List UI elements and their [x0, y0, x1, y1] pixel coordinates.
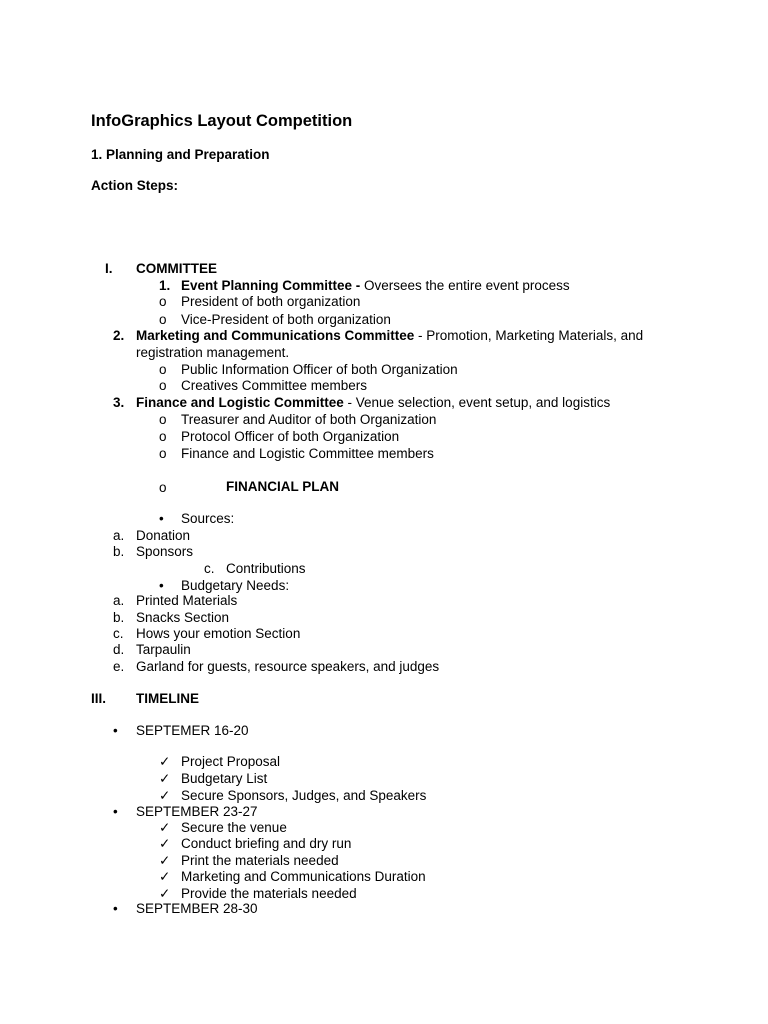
roman-numeral-marker: I. [105, 261, 113, 276]
checkmark-icon: ✓ [159, 853, 171, 868]
committee-item [136, 394, 610, 411]
timeline-task: Print the materials needed [181, 853, 339, 868]
list-marker: c. [204, 561, 215, 576]
timeline-task: Provide the materials needed [181, 886, 357, 901]
timeline-task: Marketing and Communications Duration [181, 869, 426, 884]
sources-label: Sources: [181, 511, 235, 526]
checkmark-icon: ✓ [159, 754, 171, 769]
list-marker: a. [113, 528, 125, 543]
committee-description: Oversees the entire event process [360, 278, 570, 293]
list-number: 2. [113, 328, 125, 343]
list-marker: a. [113, 593, 125, 608]
timeline-period: SEPTEMBER 28-30 [136, 901, 258, 916]
sub-bullet: o [159, 362, 167, 377]
list-marker: b. [113, 544, 125, 559]
checkmark-icon: ✓ [159, 771, 171, 786]
sub-bullet: o [159, 412, 167, 427]
timeline-task: Secure the venue [181, 820, 287, 835]
list-number: 1. [159, 278, 171, 293]
financial-plan-heading: FINANCIAL PLAN [226, 479, 339, 494]
committee-member: Vice-President of both organization [181, 312, 391, 327]
sub-bullet: o [159, 429, 167, 444]
timeline-task: Budgetary List [181, 771, 268, 786]
budget-item: Hows your emotion Section [136, 626, 301, 641]
committee-member: President of both organization [181, 294, 361, 309]
checkmark-icon: ✓ [159, 869, 171, 884]
list-number: 3. [113, 395, 125, 410]
checkmark-icon: ✓ [159, 788, 171, 803]
committee-member: Public Information Officer of both Organization [181, 362, 458, 377]
committee-member: Creatives Committee members [181, 378, 368, 393]
source-item: Donation [136, 528, 191, 543]
sub-bullet: o [159, 312, 167, 327]
committee-name: Finance and Logistic Committee [136, 395, 344, 410]
checkmark-icon: ✓ [159, 886, 171, 901]
sub-bullet: o [159, 480, 167, 495]
checkmark-icon: ✓ [159, 836, 171, 851]
source-item: Contributions [226, 561, 306, 576]
committee-item [136, 327, 643, 344]
document-title: InfoGraphics Layout Competition [91, 112, 353, 130]
committee-description: - Venue selection, event setup, and logistics [343, 395, 611, 410]
budget-item: Tarpaulin [136, 642, 191, 657]
source-item: Sponsors [136, 544, 194, 559]
committee-member: Protocol Officer of both Organization [181, 429, 400, 444]
list-marker: d. [113, 642, 125, 657]
list-marker: c. [113, 626, 124, 641]
bullet-icon: • [159, 578, 164, 593]
sub-bullet: o [159, 378, 167, 393]
timeline-period: SEPTEMBER 23-27 [136, 804, 258, 819]
committee-member: Finance and Logistic Committee members [181, 446, 434, 461]
list-marker: b. [113, 610, 125, 625]
committee-description-continued: registration management. [136, 345, 290, 360]
timeline-task: Conduct briefing and dry run [181, 836, 352, 851]
bullet-icon: • [113, 723, 118, 738]
budget-item: Garland for guests, resource speakers, and judges [136, 659, 440, 674]
budget-item: Snacks Section [136, 610, 230, 625]
timeline-task: Secure Sponsors, Judges, and Speakers [181, 788, 427, 803]
section-heading: 1. Planning and Preparation [91, 147, 270, 162]
timeline-task: Project Proposal [181, 754, 281, 769]
committee-description: - Promotion, Marketing Materials, and [414, 328, 644, 343]
committee-member: Treasurer and Auditor of both Organization [181, 412, 437, 427]
checkmark-icon: ✓ [159, 820, 171, 835]
bullet-icon: • [159, 511, 164, 526]
roman-numeral-marker: III. [91, 691, 107, 706]
timeline-heading: TIMELINE [136, 691, 199, 706]
committee-heading: COMMITTEE [136, 261, 217, 276]
list-marker: e. [113, 659, 125, 674]
budget-label: Budgetary Needs: [181, 578, 290, 593]
timeline-period: SEPTEMER 16-20 [136, 723, 249, 738]
bullet-icon: • [113, 901, 118, 916]
action-steps-label: Action Steps: [91, 178, 179, 193]
committee-name: Marketing and Communications Committee [136, 328, 415, 343]
committee-item [181, 277, 570, 294]
sub-bullet: o [159, 294, 167, 309]
sub-bullet: o [159, 446, 167, 461]
committee-name: Event Planning Committee - [181, 278, 361, 293]
budget-item: Printed Materials [136, 593, 238, 608]
bullet-icon: • [113, 804, 118, 819]
